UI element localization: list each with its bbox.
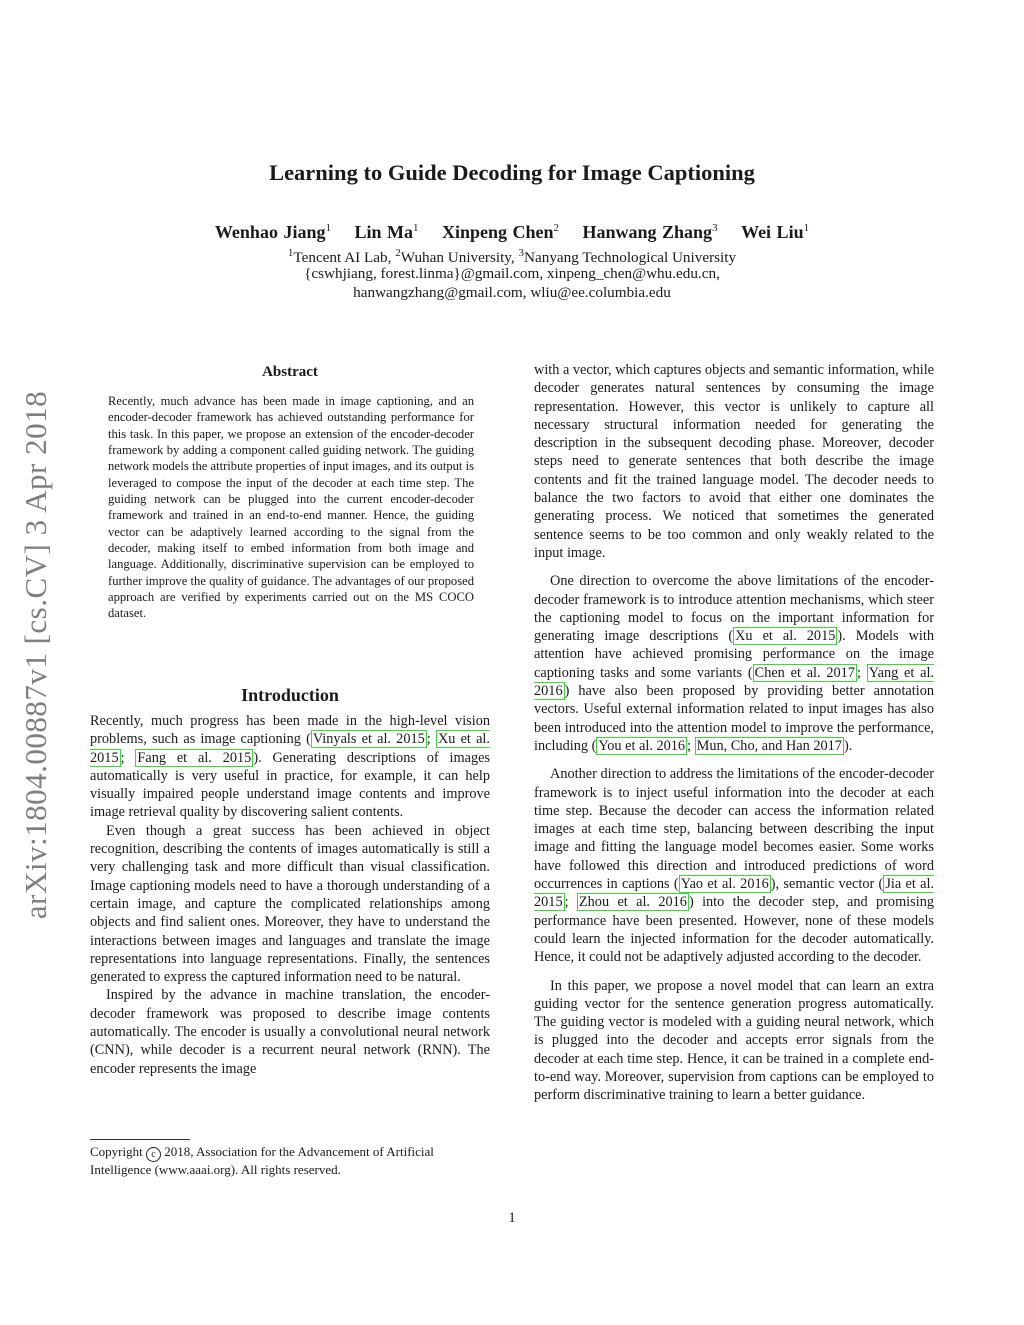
citation-link[interactable]: You et al. 2016 bbox=[598, 737, 686, 754]
right-paragraph-2: One direction to overcome the above limitations of the encoder-decoder framework is to introduce attention mechanisms, which steer the captioning model to focus on the important information for generating image descriptions ( Xu et al. 2015 ). Models with attention have achieved promising performance on the image captioning tasks and some variants ( Chen et al. 2017 ; Yang et al. 2016 ) have also been proposed by providing better annotation vectors. Useful external information related to input images has also been introduced into the attention model to improve the performance, including ( You et al. 2016 ; Mun, Cho, and Han 2017 ). bbox=[534, 573, 935, 754]
abstract-text: Recently, much advance has been made in image captioning, and an encoder-decoder framework has achieved outstanding performance for this task. In this paper, we propose an extension of the encoder-decoder framework by adding a component called guiding network. The guiding network models the attribute properties of input images, and its output is leveraged to compose the input of the decoder at each time step. The guiding network can be plugged into the current encoder-decoder framework and trained in an end-to-end manner. Hence, the guiding vector can be adaptively learned according to the signal from the decoder, making itself to embed information from both image and language. Additionally, discriminative supervision can be employed to further improve the quality of guidance. The advantages of our proposed approach are verified by experiments carried out on the MS COCO dataset. bbox=[108, 394, 474, 621]
citation-link[interactable]: Xu et al. 2015 bbox=[735, 628, 836, 645]
citation-link[interactable]: Vinyals et al. 2015 bbox=[312, 731, 425, 748]
intro-paragraph-2: Even though a great success has been achieved in object recognition, describing the contents of images automatically is still a very challenging task and more difficult than visual classification. Image captioning models need to have a thorough understanding of a certain image, and capture the complicated relationships among objects and find salient ones. Moreover, they have to understand the interactions between images and languages and translate the image representations into language representations. Finally, the sentences generated to express the captured information need to be natural. bbox=[90, 822, 490, 986]
citation-link[interactable]: Fang et al. 2015 bbox=[137, 749, 252, 766]
intro-paragraph-1: Recently, much progress has been made in the high-level vision problems, such as image captioning ( Vinyals et al. 2015 ; Xu et al. 2015 ; Fang et al. 2015 ). Generating descriptions of images automatically is very useful in practice, for example, it can help visually impaired people understand image contents and improve image retrieval quality by discovering salient contents. bbox=[90, 713, 490, 821]
paper-title: Learning to Guide Decoding for Image Captioning bbox=[269, 160, 755, 185]
author-1: Wenhao Jiang$^1$ bbox=[214, 222, 331, 242]
citation-link[interactable]: Zhou et al. 2016 bbox=[578, 894, 687, 911]
citation-link[interactable]: Xu et al. 2015 bbox=[90, 731, 490, 766]
author-5: Wei Liu$^1$ bbox=[741, 222, 810, 242]
arxiv-stamp bbox=[16, 360, 56, 950]
copyright-footnote: Copyright c 2018, Association for the Advancement of Artificial Intelligence (www.aaai.org). All rights reserved. bbox=[90, 1144, 434, 1177]
right-paragraph-1: with a vector, which captures objects and semantic information, while decoder generates natural sentences by consuming the image representation. However, this vector is unlikely to capture all necessary structural information needed for generating the description in the subsequent decoding phase. Moreover, decoder steps need to generate sentences that both describe the image contents and fit the trained language model. The decoder needs to balance the two factors to avoid that either one dominates the generating process. We noticed that sometimes the generated sentence seems to be too common and only weakly related to the input image. bbox=[534, 362, 935, 561]
arxiv-id: arXiv:1804.00887v1 [cs.CV] 3 Apr 2018 bbox=[18, 390, 53, 920]
page-number: 1 bbox=[508, 1210, 516, 1226]
intro-paragraph-3: Inspired by the advance in machine translation, the encoder-decoder framework was proposed to describe image contents automatically. The encoder is usually a convolutional neural network (CNN), while decoder is a recurrent neural network (RNN). The encoder represents the image bbox=[90, 987, 490, 1077]
left-column bbox=[90, 712, 490, 1078]
right-column bbox=[534, 361, 934, 1105]
abstract-heading: Abstract bbox=[262, 364, 318, 380]
footnote-rule bbox=[90, 1139, 190, 1140]
citation-link[interactable]: Chen et al. 2017 bbox=[754, 664, 855, 681]
citation-link[interactable]: Yang et al. 2016 bbox=[534, 664, 935, 700]
author-4: Hanwang Zhang$^3$ bbox=[582, 222, 718, 242]
author-list bbox=[0, 222, 1024, 243]
author-2: Lin Ma$^1$ bbox=[354, 222, 419, 242]
right-paragraph-4: In this paper, we propose a novel model that can learn an extra guiding vector for the sentence generation progress automatically. The guiding vector is modeled with a guiding neural network, which is plugged into the decoder and accepts error signals from the decoder at each time step. Hence, it can be trained in a complete end-to-end way. Moreover, supervision from captions can be employed to perform discriminative training to learn a better guidance. bbox=[534, 977, 934, 1104]
affiliations: $^1$Tencent AI Lab, $^2$Wuhan University, $^3$Nanyang Technological University bbox=[287, 247, 737, 267]
copyright-icon: c bbox=[146, 1147, 161, 1162]
right-paragraph-3: Another direction to address the limitations of the encoder-decoder framework is to inject useful information into the decoder at each time step. Because the decoder can access the information related images at each time step, balancing between describing the input image and fitting the language model becomes easier. Some works have followed this direction and introduced predictions of word occurrences in captions ( Yao et al. 2016 ), semantic vector ( Jia et al. 2015 ; Zhou et al. 2016 ) into the decoder step, and promising performance have been presented. However, none of these models could learn the injected information for the decoder automatically. Hence, it could not be adaptively adjusted according to the decoder. bbox=[534, 766, 934, 966]
author-3: Xinpeng Chen$^2$ bbox=[441, 222, 559, 242]
citation-link[interactable]: Jia et al. 2015 bbox=[534, 876, 934, 911]
emails-line-2: hanwangzhang@gmail.com, wliu@ee.columbia.edu bbox=[353, 284, 671, 301]
citation-link[interactable]: Yao et al. 2016 bbox=[680, 876, 769, 893]
emails-line-1: {cswhjiang, forest.linma}@gmail.com, xinpeng_chen@whu.edu.cn, bbox=[304, 265, 720, 282]
introduction-heading: Introduction bbox=[241, 685, 339, 705]
citation-link[interactable]: Mun, Cho, and Han 2017 bbox=[696, 737, 842, 754]
